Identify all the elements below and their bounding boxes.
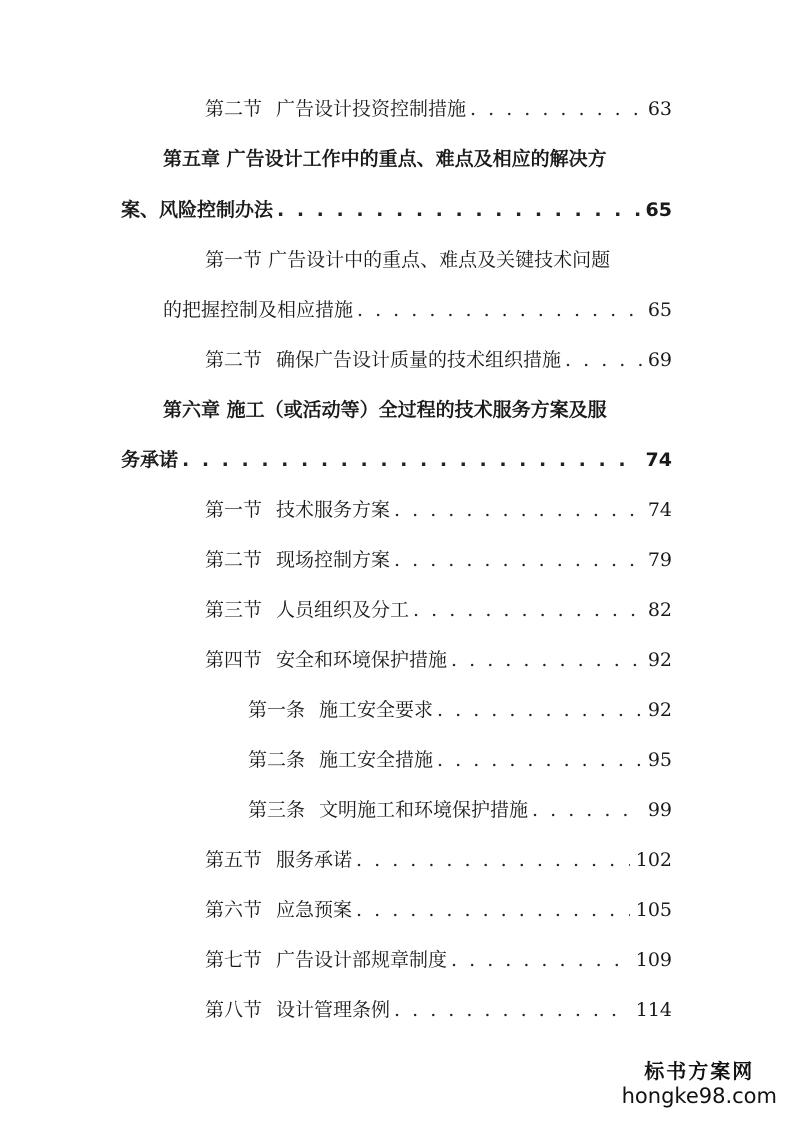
toc-label: 第七节 bbox=[205, 949, 263, 971]
toc-page-number: 63 bbox=[647, 98, 672, 120]
toc-title: 应急预案 bbox=[276, 899, 353, 921]
toc-title: 广告设计部规章制度 bbox=[276, 949, 448, 971]
toc-label: 第二节 bbox=[205, 349, 263, 371]
toc-title: 文明施工和环境保护措施 bbox=[319, 799, 529, 821]
dot-leader bbox=[357, 293, 642, 327]
dot-leader bbox=[394, 493, 642, 527]
toc-label: 第二节 bbox=[205, 98, 263, 120]
toc-title-cont: 案、风险控制办法 bbox=[121, 199, 274, 221]
dot-leader bbox=[394, 543, 642, 577]
watermark-cn: 标书方案网 bbox=[644, 1059, 755, 1083]
toc-title: 广告设计投资控制措施 bbox=[276, 98, 467, 120]
dot-leader bbox=[356, 843, 630, 877]
toc-label: 第一节 bbox=[205, 499, 263, 521]
toc-page-number: 79 bbox=[647, 549, 672, 571]
dot-leader bbox=[394, 993, 630, 1027]
toc-title: 人员组织及分工 bbox=[276, 599, 410, 621]
toc-page-number: 69 bbox=[647, 349, 672, 371]
toc-label: 第五节 bbox=[205, 849, 263, 871]
toc-page-number: 114 bbox=[635, 999, 672, 1021]
watermark bbox=[622, 1055, 777, 1108]
toc-page-number: 102 bbox=[635, 849, 672, 871]
dot-leader bbox=[532, 793, 642, 827]
toc-title: 设计管理条例 bbox=[276, 999, 391, 1021]
toc-label: 第三节 bbox=[205, 599, 263, 621]
toc-entry-line2[interactable] bbox=[163, 293, 672, 327]
toc-label: 第三条 bbox=[248, 799, 306, 821]
toc-page-number: 92 bbox=[647, 649, 672, 671]
toc-label: 第六章 bbox=[163, 399, 221, 421]
toc-title: 技术服务方案 bbox=[276, 499, 391, 521]
toc-label: 第一节 bbox=[205, 249, 263, 271]
toc-label: 第六节 bbox=[205, 899, 263, 921]
toc-title-cont: 务承诺 bbox=[121, 449, 179, 471]
toc-chapter-line1[interactable] bbox=[163, 393, 607, 427]
toc-label: 第二条 bbox=[248, 749, 306, 771]
toc-label: 第八节 bbox=[205, 999, 263, 1021]
toc-page-number: 95 bbox=[647, 749, 672, 771]
dot-leader bbox=[451, 943, 630, 977]
toc-title: 施工（或活动等）全过程的技术服务方案及服 bbox=[226, 399, 607, 421]
toc-title: 广告设计工作中的重点、难点及相应的解决方 bbox=[226, 148, 607, 170]
toc-title: 确保广告设计质量的技术组织措施 bbox=[276, 349, 562, 371]
toc-title-cont: 的把握控制及相应措施 bbox=[163, 299, 354, 321]
toc-chapter-line2[interactable] bbox=[121, 443, 672, 477]
toc-entry[interactable] bbox=[205, 943, 672, 977]
dot-leader bbox=[356, 893, 630, 927]
toc-page-number: 105 bbox=[635, 899, 672, 921]
dot-leader bbox=[437, 693, 642, 727]
toc-label: 第二节 bbox=[205, 549, 263, 571]
dot-leader bbox=[413, 593, 642, 627]
toc-title: 施工安全要求 bbox=[319, 699, 434, 721]
toc-entry-line1[interactable] bbox=[205, 243, 610, 277]
toc-entry[interactable] bbox=[205, 893, 672, 927]
toc-title: 服务承诺 bbox=[276, 849, 353, 871]
toc-entry[interactable] bbox=[205, 993, 672, 1027]
toc-title: 施工安全措施 bbox=[319, 749, 434, 771]
dot-leader bbox=[277, 193, 640, 227]
toc-page-number: 65 bbox=[647, 299, 672, 321]
toc-entry[interactable] bbox=[205, 92, 672, 126]
dot-leader bbox=[565, 343, 642, 377]
toc-title: 广告设计中的重点、难点及关键技术问题 bbox=[268, 249, 611, 271]
toc-page-number: 109 bbox=[635, 949, 672, 971]
toc-page-number: 74 bbox=[645, 449, 672, 471]
toc-entry[interactable] bbox=[205, 543, 672, 577]
dot-leader bbox=[470, 92, 642, 126]
dot-leader bbox=[182, 443, 640, 477]
toc-sub-entry[interactable] bbox=[248, 793, 672, 827]
toc-chapter-line1[interactable] bbox=[163, 142, 607, 176]
toc-entry[interactable] bbox=[205, 643, 672, 677]
toc-sub-entry[interactable] bbox=[248, 743, 672, 777]
toc-label: 第五章 bbox=[163, 148, 221, 170]
toc-chapter-line2[interactable] bbox=[121, 193, 672, 227]
toc-page-number: 74 bbox=[647, 499, 672, 521]
toc-label: 第四节 bbox=[205, 649, 263, 671]
toc-sub-entry[interactable] bbox=[248, 693, 672, 727]
toc-page-number: 92 bbox=[647, 699, 672, 721]
toc-page-number: 65 bbox=[645, 199, 672, 221]
toc-entry[interactable] bbox=[205, 593, 672, 627]
watermark-url: hongke98.com bbox=[621, 1084, 777, 1108]
toc-title: 现场控制方案 bbox=[276, 549, 391, 571]
toc-entry[interactable] bbox=[205, 343, 672, 377]
toc-page-number: 82 bbox=[647, 599, 672, 621]
toc-title: 安全和环境保护措施 bbox=[276, 649, 448, 671]
toc-label: 第一条 bbox=[248, 699, 306, 721]
toc-entry[interactable] bbox=[205, 843, 672, 877]
toc-entry[interactable] bbox=[205, 493, 672, 527]
dot-leader bbox=[437, 743, 642, 777]
toc-page-number: 99 bbox=[647, 799, 672, 821]
dot-leader bbox=[451, 643, 642, 677]
